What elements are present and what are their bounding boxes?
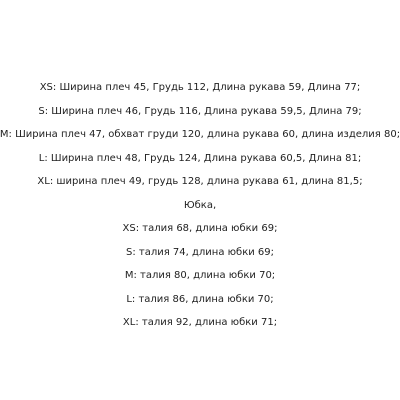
skirt-heading: Юбка,	[183, 199, 217, 211]
size-line-top-s: S: Ширина плеч 46, Грудь 116, Длина рукава 59,5, Длина 79;	[38, 105, 362, 117]
size-line-top-m: M: Ширина плеч 47, обхват груди 120, длина рукава 60, длина изделия 80;	[0, 129, 400, 140]
size-line-top-l: L: Ширина плеч 48, Грудь 124, Длина рукава 60,5, Длина 81;	[38, 152, 362, 164]
size-line-skirt-xl: XL: талия 92, длина юбки 71;	[122, 317, 278, 328]
size-line-skirt-s: S: талия 74, длина юбки 69;	[125, 246, 275, 258]
size-line-top-xl: XL: ширина плеч 49, грудь 128, длина рукава 61, длина 81,5;	[37, 176, 363, 187]
size-line-skirt-m: M: талия 80, длина юбки 70;	[124, 270, 276, 281]
size-line-top-xs: XS: Ширина плеч 45, Грудь 112, Длина рукава 59, Длина 77;	[39, 82, 361, 93]
size-chart-text	[0, 76, 400, 335]
size-line-skirt-l: L: талия 86, длина юбки 70;	[126, 293, 274, 305]
size-line-skirt-xs: XS: талия 68, длина юбки 69;	[122, 223, 278, 234]
